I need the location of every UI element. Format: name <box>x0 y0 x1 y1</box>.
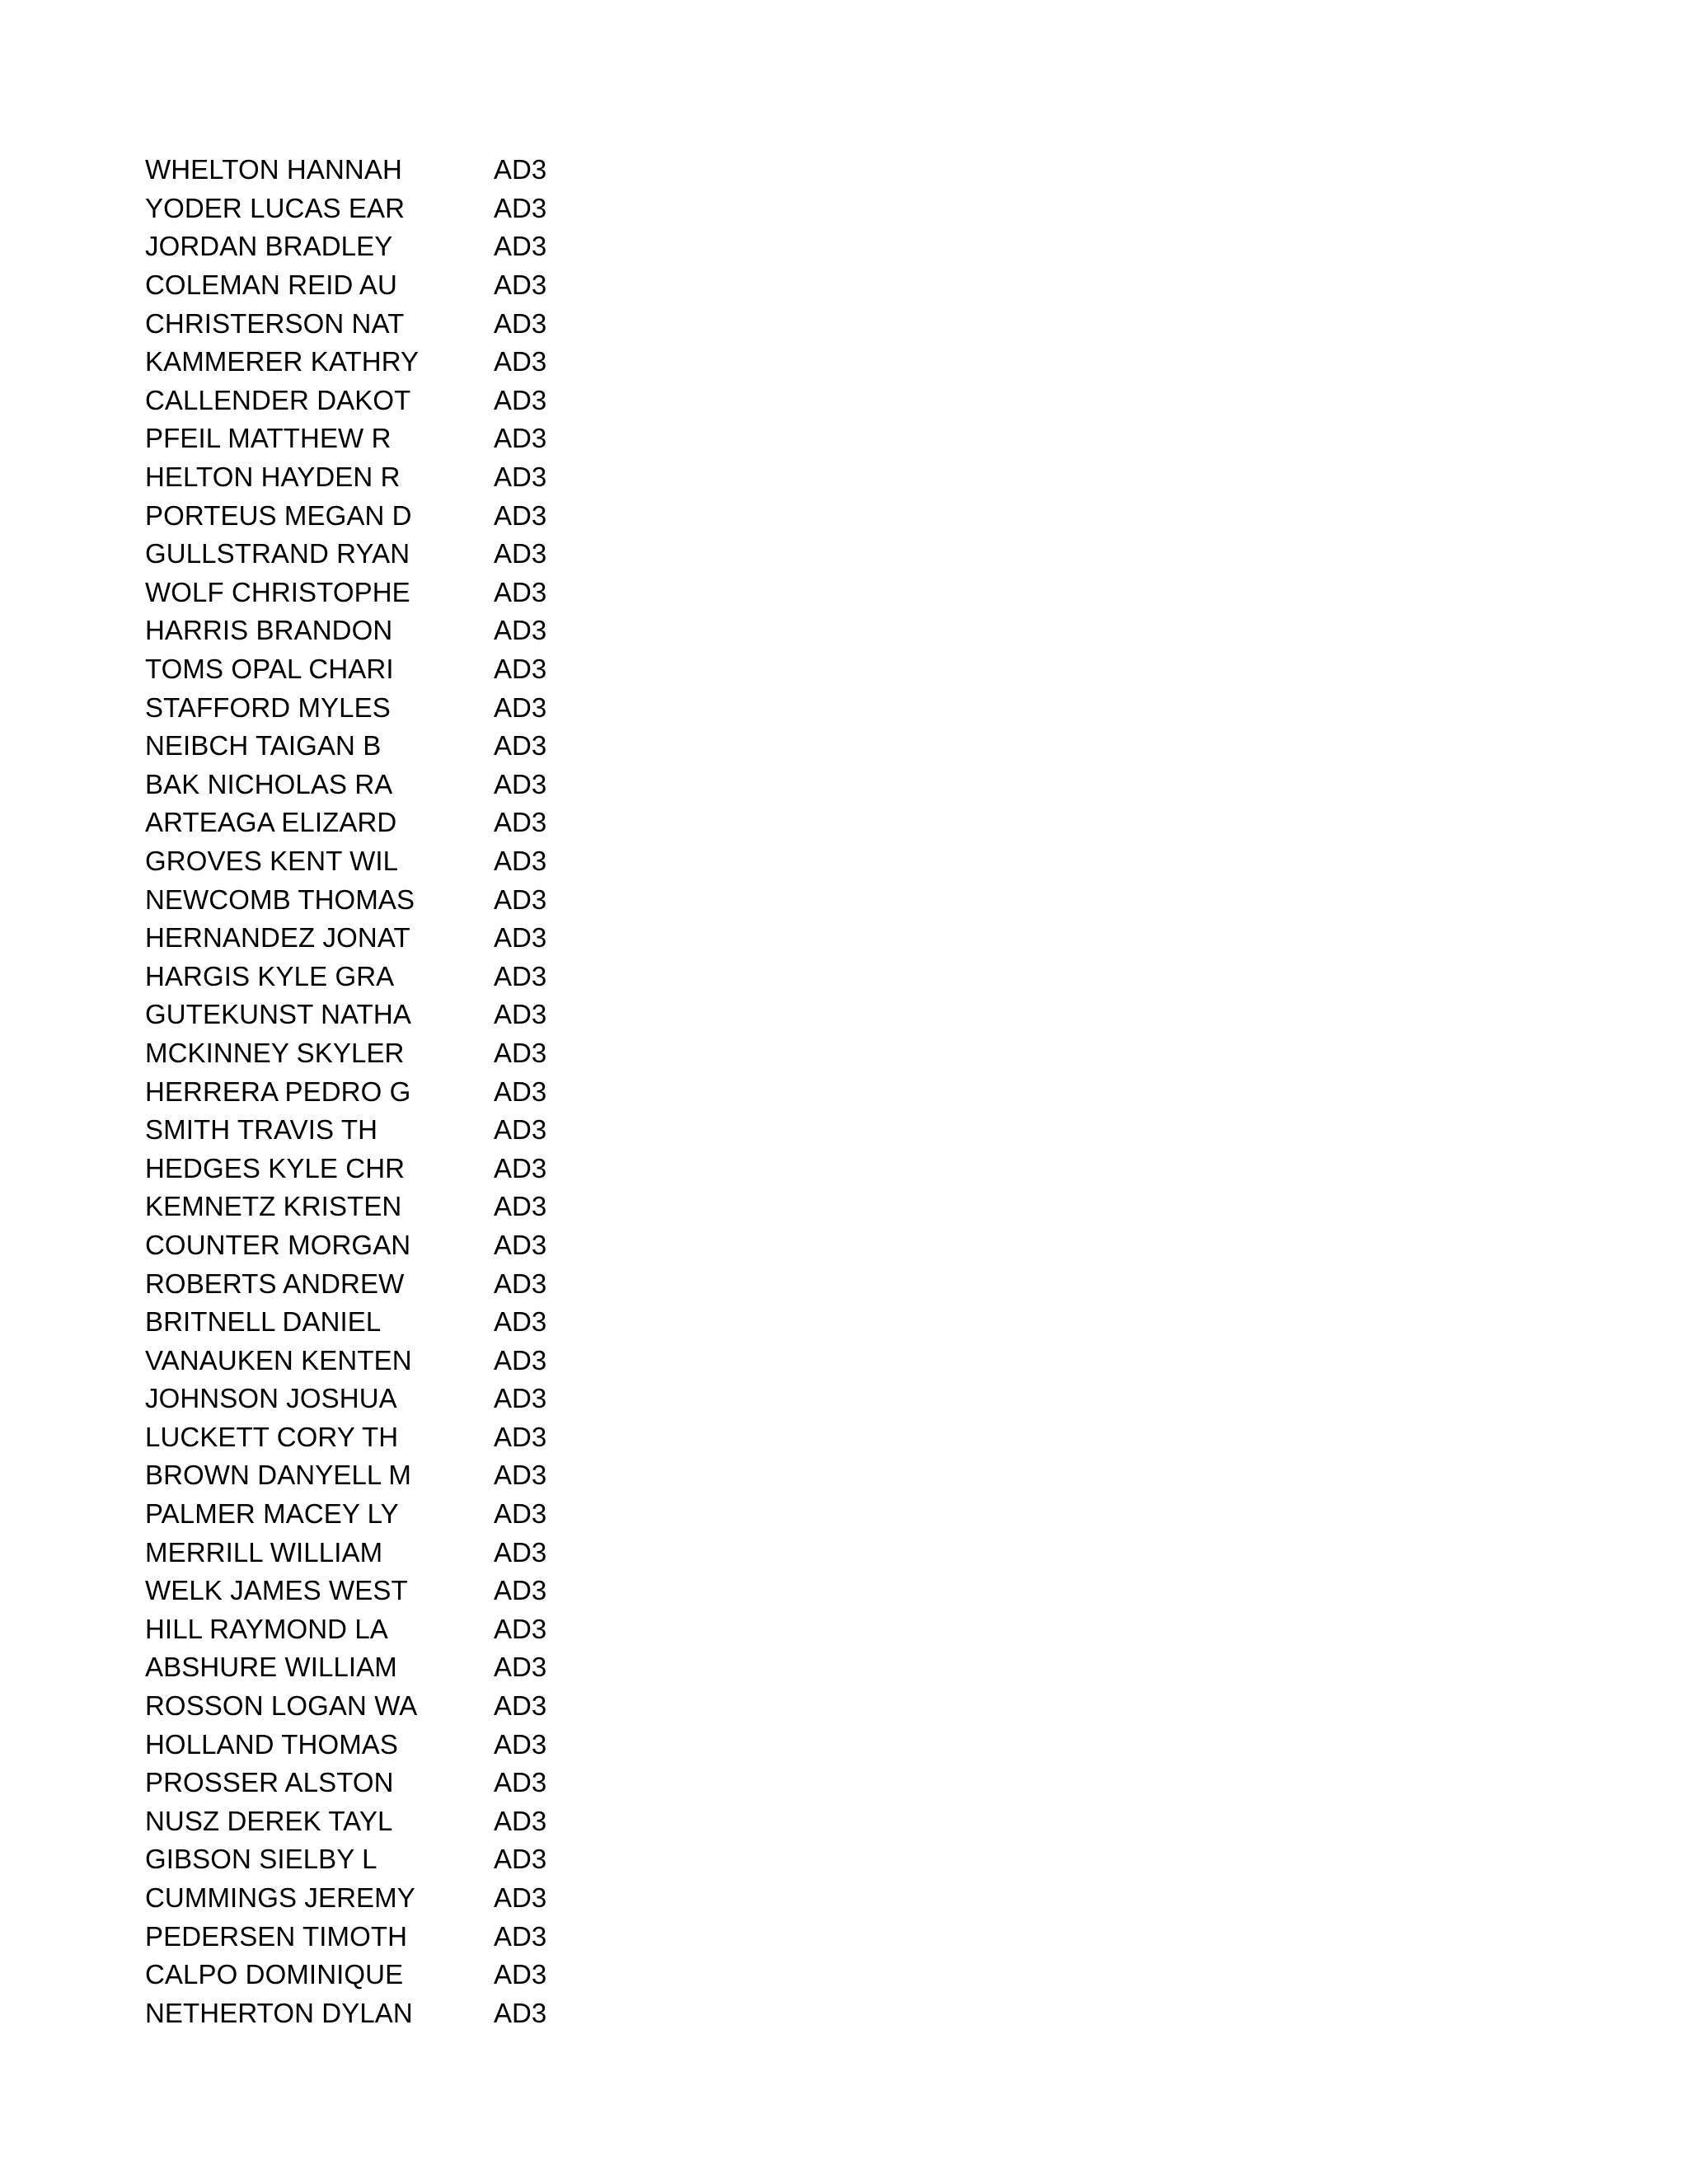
person-name: COLEMAN REID AU <box>145 269 397 301</box>
person-name: WHELTON HANNAH <box>145 154 402 185</box>
list-item <box>145 1648 546 1687</box>
class-code: AD3 <box>494 1690 547 1722</box>
class-code: AD3 <box>494 1421 547 1452</box>
person-name: NETHERTON DYLAN <box>145 1997 413 2028</box>
class-code: AD3 <box>494 1767 547 1798</box>
class-code: AD3 <box>494 1536 547 1568</box>
class-code: AD3 <box>494 576 547 607</box>
list-item <box>145 1341 546 1380</box>
list-item <box>145 1456 546 1495</box>
person-name: HEDGES KYLE CHR <box>145 1152 406 1183</box>
person-name: HARRIS BRANDON <box>145 615 393 646</box>
person-name: GUTEKUNST NATHA <box>145 999 411 1030</box>
list-item <box>145 266 546 305</box>
person-name: BRITNELL DANIEL <box>145 1306 382 1338</box>
class-code: AD3 <box>494 1344 547 1376</box>
person-name: CUMMINGS JEREMY <box>145 1882 415 1914</box>
class-code: AD3 <box>494 654 547 685</box>
class-code: AD3 <box>494 192 547 223</box>
person-name: MERRILL WILLIAM <box>145 1536 383 1568</box>
list-item <box>145 996 546 1034</box>
person-name: GULLSTRAND RYAN <box>145 538 410 569</box>
class-code: AD3 <box>494 845 547 876</box>
person-name: JORDAN BRADLEY <box>145 231 393 262</box>
person-name: PFEIL MATTHEW R <box>145 423 392 454</box>
list-item <box>145 727 546 766</box>
person-name: WELK JAMES WEST <box>145 1575 408 1606</box>
person-name: PALMER MACEY LY <box>145 1498 399 1530</box>
class-code: AD3 <box>494 768 547 799</box>
list-item <box>145 535 546 574</box>
person-name: JOHNSON JOSHUA <box>145 1383 397 1414</box>
list-item <box>145 957 546 996</box>
list-item <box>145 1226 546 1265</box>
list-item <box>145 574 546 612</box>
class-code: AD3 <box>494 1152 547 1183</box>
person-name: MCKINNEY SKYLER <box>145 1037 405 1068</box>
person-name: CALPO DOMINIQUE <box>145 1959 404 1990</box>
list-item <box>145 382 546 420</box>
person-name: BROWN DANYELL M <box>145 1460 411 1491</box>
person-name: TOMS OPAL CHARI <box>145 654 394 685</box>
person-name: NEIBCH TAIGAN B <box>145 730 382 762</box>
list-item <box>145 804 546 842</box>
list-item <box>145 1111 546 1150</box>
list-item <box>145 1149 546 1188</box>
class-code: AD3 <box>494 1844 547 1875</box>
list-item <box>145 1610 546 1649</box>
class-code: AD3 <box>494 615 547 646</box>
class-code: AD3 <box>494 1114 547 1146</box>
class-code: AD3 <box>494 730 547 762</box>
class-code: AD3 <box>494 154 547 185</box>
class-code: AD3 <box>494 960 547 991</box>
list-item <box>145 1264 546 1303</box>
list-item <box>145 1917 546 1956</box>
person-name: HERNANDEZ JONAT <box>145 922 410 954</box>
class-code: AD3 <box>494 307 547 339</box>
list-item <box>145 688 546 727</box>
person-name: GROVES KENT WIL <box>145 845 399 876</box>
list-item <box>145 1303 546 1342</box>
list-item <box>145 1572 546 1610</box>
list-item <box>145 612 546 650</box>
person-name: KAMMERER KATHRY <box>145 346 420 377</box>
class-code: AD3 <box>494 1191 547 1222</box>
person-name: HARGIS KYLE GRA <box>145 960 395 991</box>
class-code: AD3 <box>494 691 547 723</box>
person-name: COUNTER MORGAN <box>145 1229 411 1260</box>
list-item <box>145 1533 546 1572</box>
person-name: WOLF CHRISTOPHE <box>145 576 410 607</box>
list-item <box>145 1764 546 1802</box>
list-item <box>145 1380 546 1418</box>
person-name: HOLLAND THOMAS <box>145 1728 399 1760</box>
person-name: VANAUKEN KENTEN <box>145 1344 412 1376</box>
class-code: AD3 <box>494 1882 547 1914</box>
list-item <box>145 1840 546 1879</box>
person-name: YODER LUCAS EAR <box>145 192 406 223</box>
list-item <box>145 650 546 689</box>
person-name: STAFFORD MYLES <box>145 691 391 723</box>
class-code: AD3 <box>494 384 547 415</box>
list-item <box>145 1879 546 1918</box>
list-item <box>145 1687 546 1726</box>
class-code: AD3 <box>494 1920 547 1952</box>
roster-list <box>145 151 546 2032</box>
class-code: AD3 <box>494 1229 547 1260</box>
class-code: AD3 <box>494 499 547 531</box>
person-name: PORTEUS MEGAN D <box>145 499 412 531</box>
class-code: AD3 <box>494 346 547 377</box>
list-item <box>145 496 546 535</box>
class-code: AD3 <box>494 423 547 454</box>
list-item <box>145 227 546 266</box>
person-name: CALLENDER DAKOT <box>145 384 411 415</box>
person-name: ABSHURE WILLIAM <box>145 1652 397 1683</box>
list-item <box>145 1994 546 2033</box>
person-name: ROBERTS ANDREW <box>145 1268 405 1299</box>
class-code: AD3 <box>494 1268 547 1299</box>
list-item <box>145 880 546 919</box>
person-name: PEDERSEN TIMOTH <box>145 1920 408 1952</box>
class-code: AD3 <box>494 1498 547 1530</box>
list-item <box>145 1495 546 1534</box>
list-item <box>145 1802 546 1841</box>
person-name: BAK NICHOLAS RA <box>145 768 393 799</box>
list-item <box>145 842 546 881</box>
person-name: HILL RAYMOND LA <box>145 1613 388 1644</box>
list-item <box>145 1188 546 1226</box>
class-code: AD3 <box>494 1460 547 1491</box>
list-item <box>145 766 546 804</box>
list-item <box>145 1725 546 1764</box>
class-code: AD3 <box>494 1613 547 1644</box>
list-item <box>145 458 546 497</box>
list-item <box>145 1072 546 1111</box>
list-item <box>145 304 546 343</box>
class-code: AD3 <box>494 999 547 1030</box>
class-code: AD3 <box>494 807 547 838</box>
class-code: AD3 <box>494 1575 547 1606</box>
person-name: HERRERA PEDRO G <box>145 1076 411 1107</box>
person-name: SMITH TRAVIS TH <box>145 1114 378 1146</box>
person-name: NUSZ DEREK TAYL <box>145 1805 393 1836</box>
person-name: LUCKETT CORY TH <box>145 1421 399 1452</box>
class-code: AD3 <box>494 538 547 569</box>
class-code: AD3 <box>494 1652 547 1683</box>
list-item <box>145 1956 546 1994</box>
list-item <box>145 419 546 458</box>
person-name: PROSSER ALSTON <box>145 1767 394 1798</box>
person-name: KEMNETZ KRISTEN <box>145 1191 402 1222</box>
class-code: AD3 <box>494 1997 547 2028</box>
list-item <box>145 343 546 382</box>
list-item <box>145 190 546 228</box>
class-code: AD3 <box>494 231 547 262</box>
list-item <box>145 919 546 958</box>
class-code: AD3 <box>494 462 547 493</box>
class-code: AD3 <box>494 922 547 954</box>
person-name: ROSSON LOGAN WA <box>145 1690 418 1722</box>
person-name: GIBSON SIELBY L <box>145 1844 377 1875</box>
person-name: NEWCOMB THOMAS <box>145 883 415 915</box>
person-name: HELTON HAYDEN R <box>145 462 401 493</box>
class-code: AD3 <box>494 1728 547 1760</box>
person-name: ARTEAGA ELIZARD <box>145 807 397 838</box>
class-code: AD3 <box>494 1805 547 1836</box>
class-code: AD3 <box>494 1959 547 1990</box>
list-item <box>145 1034 546 1073</box>
class-code: AD3 <box>494 269 547 301</box>
class-code: AD3 <box>494 1037 547 1068</box>
class-code: AD3 <box>494 1383 547 1414</box>
list-item <box>145 151 546 190</box>
class-code: AD3 <box>494 883 547 915</box>
class-code: AD3 <box>494 1306 547 1338</box>
list-item <box>145 1418 546 1457</box>
class-code: AD3 <box>494 1076 547 1107</box>
person-name: CHRISTERSON NAT <box>145 307 405 339</box>
